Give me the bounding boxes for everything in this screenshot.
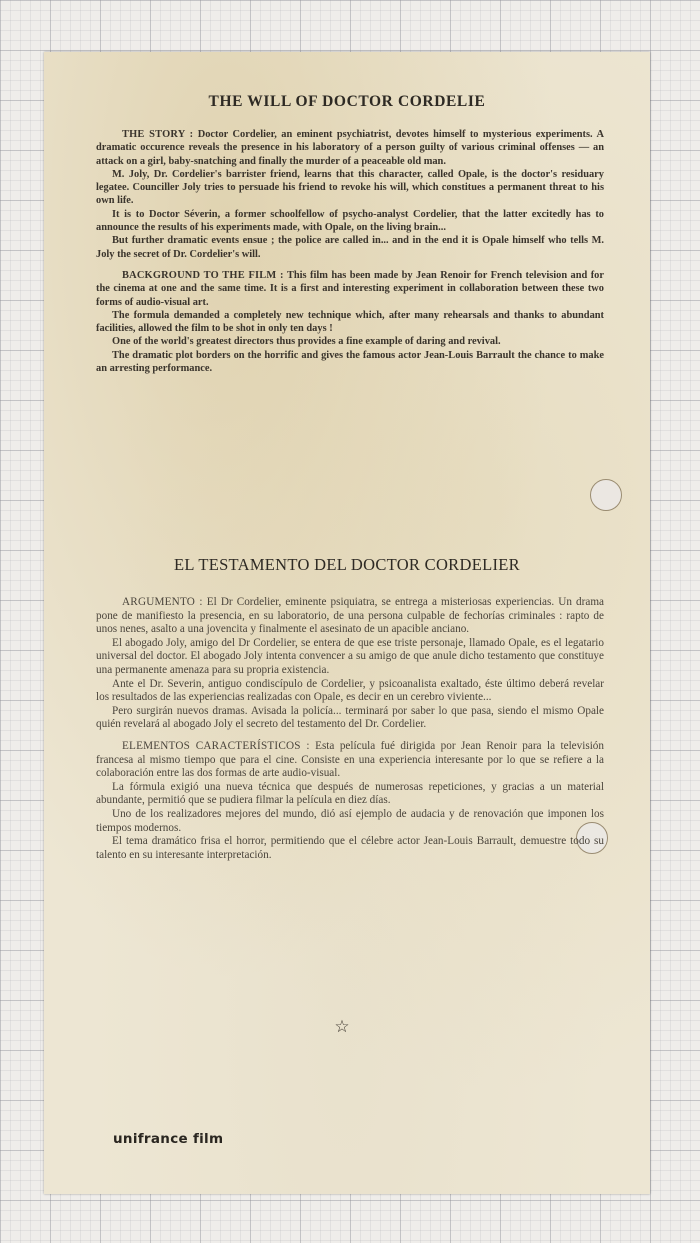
elementos-heading: ELEMENTOS CARACTERÍSTICOS : (122, 739, 310, 752)
story-heading: THE STORY : (122, 129, 194, 140)
document-sheet (44, 52, 650, 1194)
story-paragraph-2: M. Joly, Dr. Cordelier's barrister friend, learns that this character, called Opale, is the doctor's residuary legatee. Counciller Joly tries to persuade his friend to revoke his will, which constitues a permanent threat to his own life. (96, 168, 604, 207)
argumento-paragraph-1 (96, 596, 604, 637)
argumento-heading: ARGUMENTO : (122, 596, 203, 608)
argumento-paragraph-4: Pero surgirán nuevos dramas. Avisada la policía... terminará por saber lo que pasa, siendo el mismo Opale quién revelará al abogado Joly el secreto del testamento del Dr. Cordelier. (96, 704, 604, 731)
background-paragraph-3: One of the world's greatest directors thus provides a fine example of daring and revival. (112, 336, 501, 348)
english-text-block (96, 128, 604, 375)
argumento-paragraph-2: El abogado Joly, amigo del Dr Cordelier, se entera de que ese triste personaje, llamado Opale, es el legatario universal del doctor. El abogado Joly intenta convencer a su amigo de que anule dicho testamento que constituye una permanente amenaza para su propria existencia. (96, 636, 604, 676)
background-paragraph-1 (96, 269, 604, 309)
story-paragraph-1 (96, 128, 604, 168)
title-english: THE WILL OF DOCTOR CORDELIE (208, 93, 486, 110)
background-paragraph-4: The dramatic plot borders on the horrific and gives the famous actor Jean-Louis Barrault the chance to make an arresting performance. (96, 349, 604, 375)
elementos-paragraph-2: La fórmula exigió una nueva técnica que después de numerosas repeticiones, y gracias a un material abundante, permitió que se pudiera filmar la película en diez días. (96, 780, 604, 807)
star-ornament-icon: ☆ (334, 1017, 350, 1037)
argumento-text-1: El Dr Cordelier, eminente psiquiatra, se entrega a misteriosas experiencias. Un drama pone de manifiesto la presencia, en su laboratorio, de una persona culpable de fechorías criminales : rapto de unos nenes, asalto a una jovencita y finalmente el asesinato de un apacible anciano. (96, 596, 604, 636)
background-heading: BACKGROUND TO THE FILM : (122, 269, 284, 281)
punch-hole-top (590, 479, 622, 511)
story-text-1: Doctor Cordelier, an eminent psychiatrist, devotes himself to mysterious experiments. A dramatic occurence reveals the presence in his laboratory of a person guilty of various criminal offenses — an attack on a girl, baby-snatching and finally the murder of a peaceable old man. (96, 129, 604, 167)
background-paragraph-2: The formula demanded a completely new technique which, after many rehearsals and thanks to abundant facilities, allowed the film to be shot in only ten days ! (96, 309, 604, 335)
elementos-paragraph-1 (96, 740, 604, 781)
publisher-logo: unifrance film (113, 1131, 224, 1147)
background-text-1: This film has been made by Jean Renoir for French television and for the cinema at one and the same time. It is a first and interesting experiment in collaboration between these two forms of audio-visual art. (96, 269, 604, 308)
story-paragraph-4: But further dramatic events ensue ; the police are called in... and in the end it is Opale himself who tells M. Joly the secret of Dr. Cordelier's will. (96, 235, 604, 260)
spanish-text-block (96, 596, 604, 862)
story-paragraph-3: It is to Doctor Séverin, a former schoolfellow of psycho-analyst Cordelier, that the latter excitedly has to announce the results of his experiments made, with Opale, on the living brain... (96, 208, 604, 234)
argumento-paragraph-3: Ante el Dr. Severin, antiguo condiscípulo de Cordelier, y psicoanalista exaltado, éste último deberá revelar los resultados de las experiencias realizadas con Opale, es decir en un cerebro viviente... (96, 677, 604, 704)
elementos-paragraph-4: El tema dramático frisa el horror, permitiendo que el célebre actor Jean-Louis Barrault, demuestre todo su talento en su interesante interpretación. (96, 835, 604, 861)
title-spanish: EL TESTAMENTO DEL DOCTOR CORDELIER (174, 555, 520, 574)
elementos-paragraph-3: Uno de los realizadores mejores del mundo, dió así ejemplo de audacia y de renovación que imponen los tiempos modernos. (96, 807, 604, 834)
elementos-text-1: Esta película fué dirigida por Jean Renoir para la televisión francesa al mismo tiempo que para el cine. Consiste en una experiencia interesante por lo que se refiere a la colaboración entre las dos formas de arte audio-visual. (96, 739, 604, 780)
